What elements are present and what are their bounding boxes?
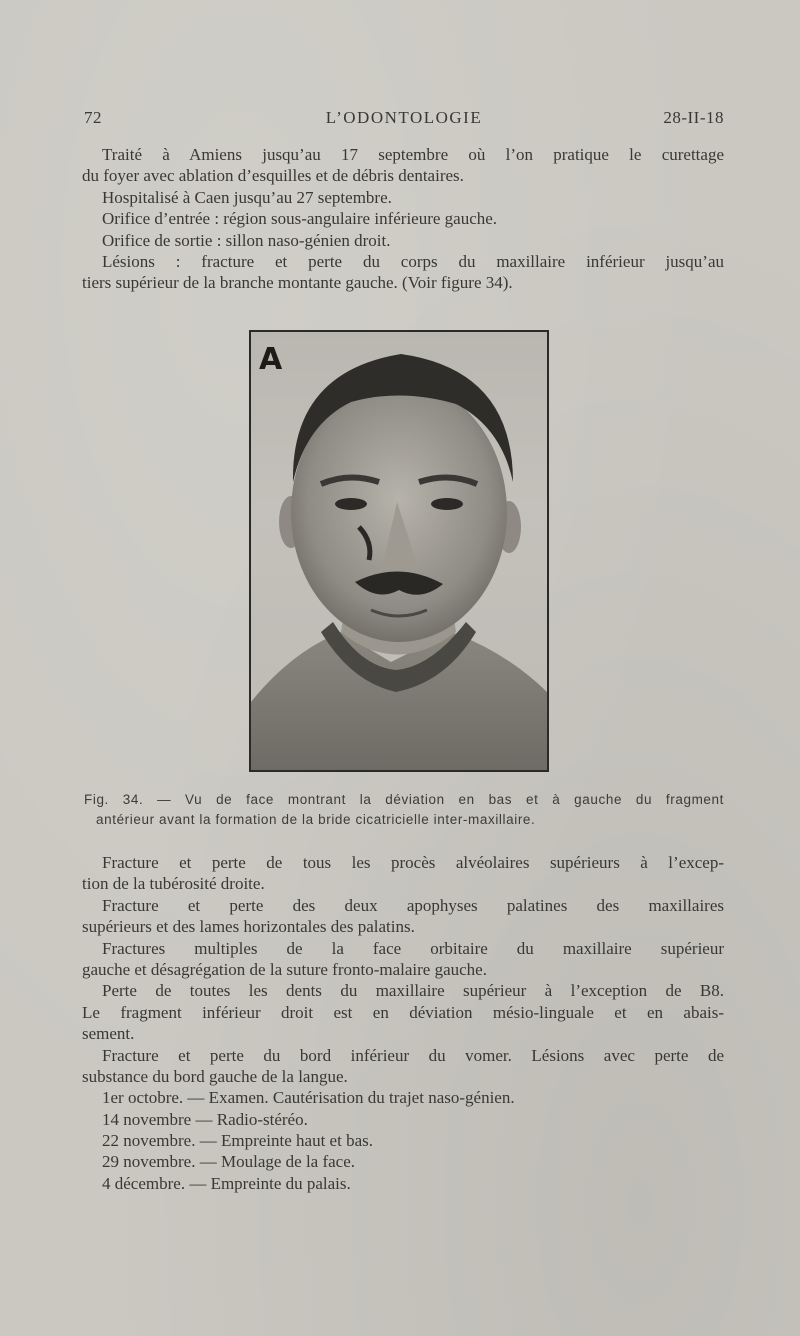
text-line: Fractures multiples de la face orbitaire du maxillaire supérieur bbox=[102, 938, 724, 958]
text-line: Fracture et perte des deux apophyses palatines des maxillaires bbox=[102, 895, 724, 915]
text-line: 29 novembre. — Moulage de la face. bbox=[102, 1152, 356, 1172]
caption-line: antérieur avant la formation de la bride cicatricielle inter-maxillaire. bbox=[96, 812, 536, 827]
text-line: Traité à Amiens jusqu’au 17 septembre où l’on pratique le curettage bbox=[102, 145, 724, 164]
text-line: Lésions : fracture et perte du corps du maxillaire inférieur jusqu’au bbox=[102, 251, 724, 271]
figure-photo bbox=[249, 330, 549, 772]
text-line: Orifice d’entrée : région sous-angulaire inférieure gauche. bbox=[102, 209, 498, 229]
figure-caption bbox=[84, 790, 724, 830]
issue-date: 28-II-18 bbox=[663, 108, 724, 127]
top-text-block bbox=[82, 144, 724, 294]
text-line: Perte de toutes les dents du maxillaire supérieur à l’exception de B8. bbox=[102, 981, 724, 1001]
text-line: supérieurs et des lames horizontales des palatins. bbox=[82, 917, 415, 937]
text-line: 22 novembre. — Empreinte haut et bas. bbox=[102, 1131, 373, 1151]
text-line: gauche et désagrégation de la suture fronto-malaire gauche. bbox=[82, 959, 487, 979]
text-line: 1er octobre. — Examen. Cautérisation du trajet naso-génien. bbox=[102, 1088, 515, 1108]
page-number: 72 bbox=[84, 108, 102, 127]
text-line: Hospitalisé à Caen jusqu’au 27 septembre. bbox=[102, 187, 392, 207]
text-line: Fracture et perte de tous les procès alvéolaires supérieurs à l’excep- bbox=[102, 853, 724, 872]
text-line: sement. bbox=[82, 1024, 135, 1044]
caption-line: Fig. 34. — Vu de face montrant la déviation en bas et à gauche du fragment bbox=[84, 792, 724, 807]
text-line: substance du bord gauche de la langue. bbox=[82, 1066, 348, 1086]
text-line: Orifice de sortie : sillon naso-génien droit. bbox=[102, 230, 391, 250]
text-line: du foyer avec ablation d’esquilles et de débris dentaires. bbox=[82, 166, 464, 186]
running-head bbox=[84, 108, 724, 132]
text-line: tion de la tubérosité droite. bbox=[82, 874, 265, 894]
text-line: Fracture et perte du bord inférieur du vomer. Lésions avec perte de bbox=[102, 1045, 724, 1065]
text-line: tiers supérieur de la branche montante gauche. (Voir figure 34). bbox=[82, 273, 513, 293]
figure-letter: A bbox=[259, 342, 283, 377]
text-line: Le fragment inférieur droit est en déviation mésio-linguale et en abais- bbox=[82, 1002, 724, 1022]
text-line: 4 décembre. — Empreinte du palais. bbox=[102, 1173, 351, 1193]
text-line: 14 novembre — Radio-stéréo. bbox=[102, 1109, 308, 1129]
bottom-text-block bbox=[82, 852, 724, 1194]
portrait-photo-icon bbox=[251, 332, 547, 770]
journal-title: L’ODONTOLOGIE bbox=[325, 108, 483, 127]
